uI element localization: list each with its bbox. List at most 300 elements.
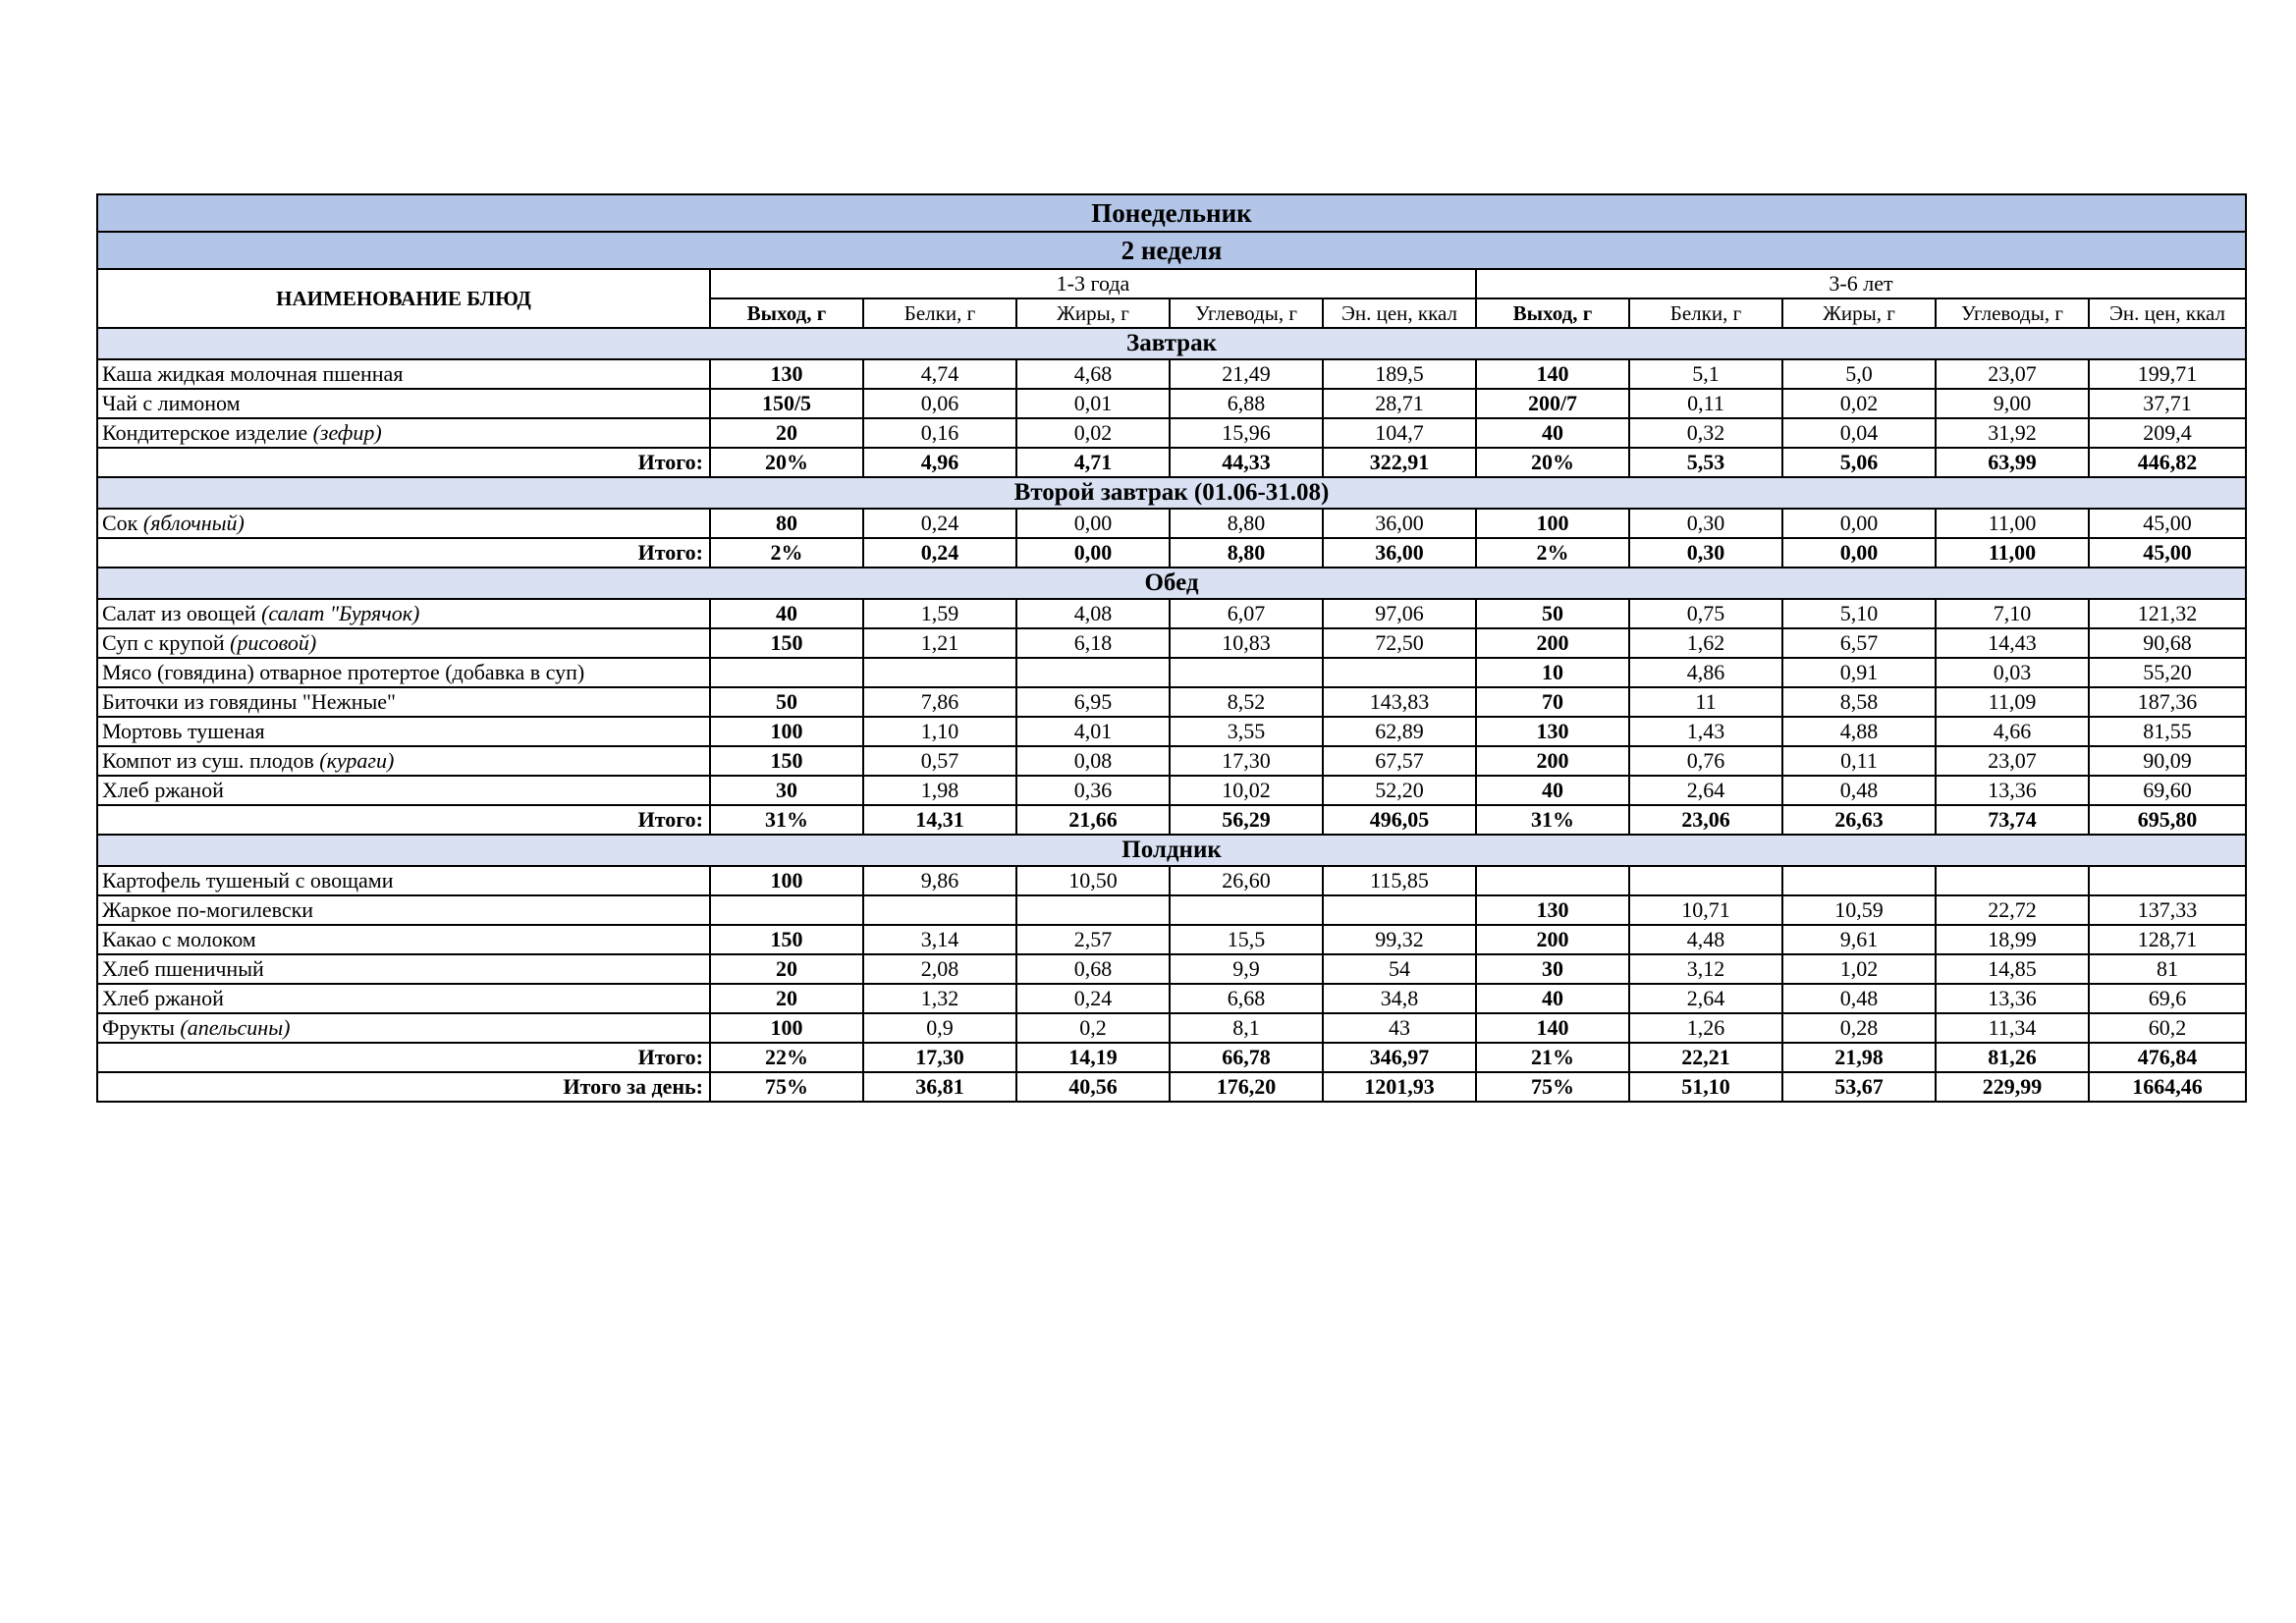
value-cell: 229,99 (1936, 1072, 2089, 1102)
value-cell: 0,68 (1016, 954, 1170, 984)
dish-name-cell (97, 658, 710, 687)
value-cell: 1,21 (863, 628, 1016, 658)
value-cell: 40 (1476, 418, 1629, 448)
value-cell: 137,33 (2089, 895, 2246, 925)
value-cell: 11 (1629, 687, 1782, 717)
value-cell: 150 (710, 628, 863, 658)
value-cell: 53,67 (1782, 1072, 1936, 1102)
value-cell: 140 (1476, 359, 1629, 389)
value-cell: 1201,93 (1323, 1072, 1476, 1102)
value-cell: 0,00 (1782, 538, 1936, 568)
value-cell (1170, 658, 1323, 687)
value-cell: 200 (1476, 925, 1629, 954)
value-cell: 0,2 (1016, 1013, 1170, 1043)
value-cell (2089, 866, 2246, 895)
value-cell: 10,02 (1170, 776, 1323, 805)
table-row (97, 746, 2246, 776)
value-cell: 0,06 (863, 389, 1016, 418)
day-title: Понедельник (97, 194, 2246, 232)
value-cell: 0,24 (863, 509, 1016, 538)
value-cell: 130 (1476, 717, 1629, 746)
value-cell: 11,00 (1936, 509, 2089, 538)
value-cell: 0,02 (1782, 389, 1936, 418)
table-row (97, 509, 2246, 538)
value-cell: 1,59 (863, 599, 1016, 628)
value-cell: 4,68 (1016, 359, 1170, 389)
col-energy-header: Эн. цен, ккал (1323, 298, 1476, 328)
value-cell: 31% (1476, 805, 1629, 835)
dish-name: Хлеб ржаной (102, 778, 224, 802)
table-row (97, 628, 2246, 658)
value-cell: 100 (710, 717, 863, 746)
value-cell: 30 (710, 776, 863, 805)
dish-name-cell (97, 389, 710, 418)
value-cell (863, 658, 1016, 687)
value-cell: 0,24 (1016, 984, 1170, 1013)
total-label: Итого: (97, 1043, 710, 1072)
value-cell: 130 (710, 359, 863, 389)
dish-name-cell (97, 746, 710, 776)
value-cell: 0,76 (1629, 746, 1782, 776)
value-cell: 9,86 (863, 866, 1016, 895)
value-cell: 5,06 (1782, 448, 1936, 477)
table-row (97, 599, 2246, 628)
value-cell: 50 (710, 687, 863, 717)
table-row (97, 984, 2246, 1013)
value-cell: 63,99 (1936, 448, 2089, 477)
value-cell: 0,03 (1936, 658, 2089, 687)
section-title: Полдник (97, 835, 2246, 866)
table-row (97, 418, 2246, 448)
table-row (97, 866, 2246, 895)
value-cell: 0,24 (863, 538, 1016, 568)
value-cell: 31% (710, 805, 863, 835)
table-row (97, 776, 2246, 805)
section-header-row (97, 835, 2246, 866)
value-cell: 2,08 (863, 954, 1016, 984)
value-cell: 10,50 (1016, 866, 1170, 895)
title-row (97, 194, 2246, 232)
value-cell: 81 (2089, 954, 2246, 984)
value-cell: 346,97 (1323, 1043, 1476, 1072)
value-cell: 14,85 (1936, 954, 2089, 984)
dish-name: Компот из суш. плодов (102, 748, 320, 773)
value-cell: 150/5 (710, 389, 863, 418)
value-cell: 21,98 (1782, 1043, 1936, 1072)
table-row (97, 1013, 2246, 1043)
value-cell: 1,62 (1629, 628, 1782, 658)
value-cell: 5,10 (1782, 599, 1936, 628)
value-cell: 15,96 (1170, 418, 1323, 448)
value-cell: 97,06 (1323, 599, 1476, 628)
dish-name-cell (97, 866, 710, 895)
menu-table (96, 193, 2247, 1103)
col-carbs-header: Углеводы, г (1170, 298, 1323, 328)
table-row (97, 389, 2246, 418)
value-cell: 10,83 (1170, 628, 1323, 658)
value-cell (1016, 895, 1170, 925)
value-cell: 200 (1476, 746, 1629, 776)
value-cell: 10,59 (1782, 895, 1936, 925)
value-cell: 40,56 (1016, 1072, 1170, 1102)
value-cell: 5,1 (1629, 359, 1782, 389)
dish-name: Хлеб ржаной (102, 986, 224, 1010)
value-cell: 200/7 (1476, 389, 1629, 418)
value-cell: 143,83 (1323, 687, 1476, 717)
value-cell: 0,36 (1016, 776, 1170, 805)
value-cell: 8,52 (1170, 687, 1323, 717)
value-cell: 0,16 (863, 418, 1016, 448)
value-cell: 0,30 (1629, 509, 1782, 538)
value-cell: 26,63 (1782, 805, 1936, 835)
value-cell: 26,60 (1170, 866, 1323, 895)
section-title: Обед (97, 568, 2246, 599)
value-cell: 3,14 (863, 925, 1016, 954)
value-cell: 3,12 (1629, 954, 1782, 984)
value-cell: 23,07 (1936, 746, 2089, 776)
value-cell: 52,20 (1323, 776, 1476, 805)
section-header-row (97, 328, 2246, 359)
value-cell: 56,29 (1170, 805, 1323, 835)
value-cell: 14,31 (863, 805, 1016, 835)
value-cell: 0,01 (1016, 389, 1170, 418)
value-cell: 0,28 (1782, 1013, 1936, 1043)
dish-name: Фрукты (102, 1015, 181, 1040)
table-row (97, 954, 2246, 984)
col-yield-header: Выход, г (710, 298, 863, 328)
value-cell: 22,72 (1936, 895, 2089, 925)
value-cell: 9,61 (1782, 925, 1936, 954)
dish-name: Каша жидкая молочная пшенная (102, 361, 404, 386)
dish-name: Сок (102, 511, 143, 535)
value-cell: 6,07 (1170, 599, 1323, 628)
value-cell (1782, 866, 1936, 895)
value-cell: 13,36 (1936, 776, 2089, 805)
dish-note: (зефир) (312, 420, 382, 445)
dish-name-cell (97, 895, 710, 925)
value-cell: 0,04 (1782, 418, 1936, 448)
value-cell: 81,26 (1936, 1043, 2089, 1072)
value-cell (1629, 866, 1782, 895)
value-cell: 189,5 (1323, 359, 1476, 389)
value-cell (863, 895, 1016, 925)
value-cell: 4,48 (1629, 925, 1782, 954)
value-cell: 100 (1476, 509, 1629, 538)
value-cell: 2,64 (1629, 984, 1782, 1013)
value-cell: 22,21 (1629, 1043, 1782, 1072)
day-total-row (97, 1072, 2246, 1102)
value-cell (1323, 895, 1476, 925)
value-cell: 80 (710, 509, 863, 538)
dish-name-cell (97, 1013, 710, 1043)
value-cell (1323, 658, 1476, 687)
table-row (97, 359, 2246, 389)
value-cell: 40 (1476, 776, 1629, 805)
value-cell: 3,55 (1170, 717, 1323, 746)
value-cell: 322,91 (1323, 448, 1476, 477)
dish-name-cell (97, 418, 710, 448)
value-cell: 4,86 (1629, 658, 1782, 687)
table-row (97, 895, 2246, 925)
dish-name: Биточки из говядины "Нежные" (102, 689, 396, 714)
value-cell: 30 (1476, 954, 1629, 984)
value-cell: 0,9 (863, 1013, 1016, 1043)
value-cell: 4,74 (863, 359, 1016, 389)
table-row (97, 658, 2246, 687)
value-cell: 81,55 (2089, 717, 2246, 746)
value-cell: 0,00 (1016, 538, 1170, 568)
col-yield-header: Выход, г (1476, 298, 1629, 328)
section-total-row (97, 538, 2246, 568)
value-cell: 43 (1323, 1013, 1476, 1043)
value-cell: 0,32 (1629, 418, 1782, 448)
value-cell: 6,68 (1170, 984, 1323, 1013)
value-cell: 15,5 (1170, 925, 1323, 954)
dish-name: Картофель тушеный с овощами (102, 868, 394, 893)
dish-name-cell (97, 687, 710, 717)
value-cell: 4,01 (1016, 717, 1170, 746)
total-label: Итого: (97, 448, 710, 477)
value-cell: 1,98 (863, 776, 1016, 805)
value-cell: 54 (1323, 954, 1476, 984)
section-total-row (97, 805, 2246, 835)
value-cell: 62,89 (1323, 717, 1476, 746)
value-cell: 75% (710, 1072, 863, 1102)
dish-name: Чай с лимоном (102, 391, 241, 415)
value-cell: 1,32 (863, 984, 1016, 1013)
value-cell: 0,57 (863, 746, 1016, 776)
value-cell: 10 (1476, 658, 1629, 687)
value-cell: 100 (710, 1013, 863, 1043)
value-cell (1936, 866, 2089, 895)
section-title: Завтрак (97, 328, 2246, 359)
value-cell: 2% (710, 538, 863, 568)
value-cell: 8,58 (1782, 687, 1936, 717)
value-cell: 0,48 (1782, 776, 1936, 805)
value-cell: 40 (1476, 984, 1629, 1013)
total-label: Итого: (97, 538, 710, 568)
value-cell (1476, 866, 1629, 895)
value-cell: 0,75 (1629, 599, 1782, 628)
section-title: Второй завтрак (01.06-31.08) (97, 477, 2246, 509)
dish-note: (рисовой) (230, 630, 317, 655)
value-cell: 130 (1476, 895, 1629, 925)
value-cell: 44,33 (1170, 448, 1323, 477)
value-cell: 18,99 (1936, 925, 2089, 954)
value-cell: 6,88 (1170, 389, 1323, 418)
dish-name-cell (97, 359, 710, 389)
section-total-row (97, 448, 2246, 477)
value-cell: 60,2 (2089, 1013, 2246, 1043)
value-cell: 36,00 (1323, 538, 1476, 568)
value-cell: 4,88 (1782, 717, 1936, 746)
value-cell: 115,85 (1323, 866, 1476, 895)
value-cell: 11,09 (1936, 687, 2089, 717)
value-cell: 446,82 (2089, 448, 2246, 477)
value-cell: 4,66 (1936, 717, 2089, 746)
value-cell: 1,10 (863, 717, 1016, 746)
value-cell: 0,11 (1629, 389, 1782, 418)
value-cell: 67,57 (1323, 746, 1476, 776)
value-cell: 90,68 (2089, 628, 2246, 658)
value-cell: 8,1 (1170, 1013, 1323, 1043)
dish-note: (кураги) (319, 748, 395, 773)
value-cell: 2% (1476, 538, 1629, 568)
value-cell: 21% (1476, 1043, 1629, 1072)
value-cell: 6,95 (1016, 687, 1170, 717)
value-cell: 199,71 (2089, 359, 2246, 389)
dish-name: Салат из овощей (102, 601, 262, 625)
value-cell: 0,08 (1016, 746, 1170, 776)
value-cell: 70 (1476, 687, 1629, 717)
value-cell: 99,32 (1323, 925, 1476, 954)
value-cell: 1664,46 (2089, 1072, 2246, 1102)
value-cell: 11,00 (1936, 538, 2089, 568)
dish-name-cell (97, 509, 710, 538)
value-cell: 36,00 (1323, 509, 1476, 538)
value-cell: 209,4 (2089, 418, 2246, 448)
dish-name-cell (97, 776, 710, 805)
value-cell: 0,91 (1782, 658, 1936, 687)
section-header-row (97, 568, 2246, 599)
value-cell: 7,86 (863, 687, 1016, 717)
value-cell: 176,20 (1170, 1072, 1323, 1102)
value-cell: 1,02 (1782, 954, 1936, 984)
value-cell: 50 (1476, 599, 1629, 628)
value-cell: 0,02 (1016, 418, 1170, 448)
value-cell: 187,36 (2089, 687, 2246, 717)
section-total-row (97, 1043, 2246, 1072)
value-cell: 20 (710, 984, 863, 1013)
value-cell: 51,10 (1629, 1072, 1782, 1102)
value-cell: 1,43 (1629, 717, 1782, 746)
value-cell: 20 (710, 418, 863, 448)
value-cell: 150 (710, 925, 863, 954)
value-cell: 0,11 (1782, 746, 1936, 776)
value-cell: 37,71 (2089, 389, 2246, 418)
value-cell: 36,81 (863, 1072, 1016, 1102)
dish-name-cell (97, 925, 710, 954)
value-cell: 13,36 (1936, 984, 2089, 1013)
value-cell: 8,80 (1170, 538, 1323, 568)
value-cell: 14,19 (1016, 1043, 1170, 1072)
value-cell: 128,71 (2089, 925, 2246, 954)
value-cell: 11,34 (1936, 1013, 2089, 1043)
value-cell: 45,00 (2089, 509, 2246, 538)
value-cell: 5,0 (1782, 359, 1936, 389)
value-cell: 23,06 (1629, 805, 1782, 835)
value-cell: 476,84 (2089, 1043, 2246, 1072)
col-energy-header: Эн. цен, ккал (2089, 298, 2246, 328)
value-cell: 17,30 (1170, 746, 1323, 776)
value-cell: 4,96 (863, 448, 1016, 477)
day-total-label: Итого за день: (97, 1072, 710, 1102)
dish-name: Хлеб пшеничный (102, 956, 264, 981)
value-cell: 72,50 (1323, 628, 1476, 658)
value-cell: 6,18 (1016, 628, 1170, 658)
value-cell: 69,60 (2089, 776, 2246, 805)
value-cell: 8,80 (1170, 509, 1323, 538)
table-row (97, 717, 2246, 746)
value-cell: 20% (1476, 448, 1629, 477)
dish-note: (яблочный) (142, 511, 245, 535)
value-cell: 28,71 (1323, 389, 1476, 418)
dish-name: Кондитерское изделие (102, 420, 313, 445)
value-cell: 75% (1476, 1072, 1629, 1102)
header-row-groups (97, 269, 2246, 298)
value-cell: 45,00 (2089, 538, 2246, 568)
col-fat-header: Жиры, г (1016, 298, 1170, 328)
value-cell: 10,71 (1629, 895, 1782, 925)
value-cell: 7,10 (1936, 599, 2089, 628)
value-cell (710, 658, 863, 687)
week-row (97, 232, 2246, 269)
value-cell: 14,43 (1936, 628, 2089, 658)
value-cell (1016, 658, 1170, 687)
value-cell: 0,48 (1782, 984, 1936, 1013)
value-cell: 121,32 (2089, 599, 2246, 628)
value-cell: 200 (1476, 628, 1629, 658)
value-cell: 4,08 (1016, 599, 1170, 628)
value-cell: 150 (710, 746, 863, 776)
value-cell: 22% (710, 1043, 863, 1072)
dish-note: (салат "Бурячок) (261, 601, 420, 625)
value-cell: 0,00 (1782, 509, 1936, 538)
dish-name: Какао с молоком (102, 927, 256, 951)
value-cell: 20 (710, 954, 863, 984)
value-cell: 34,8 (1323, 984, 1476, 1013)
dish-name-cell (97, 984, 710, 1013)
value-cell: 9,00 (1936, 389, 2089, 418)
value-cell: 90,09 (2089, 746, 2246, 776)
value-cell: 140 (1476, 1013, 1629, 1043)
value-cell: 496,05 (1323, 805, 1476, 835)
value-cell: 9,9 (1170, 954, 1323, 984)
dish-name: Мортовь тушеная (102, 719, 265, 743)
value-cell (1170, 895, 1323, 925)
dish-name: Жаркое по-могилевски (102, 897, 314, 922)
value-cell: 1,26 (1629, 1013, 1782, 1043)
value-cell: 695,80 (2089, 805, 2246, 835)
dish-name-cell (97, 599, 710, 628)
value-cell: 0,30 (1629, 538, 1782, 568)
value-cell: 104,7 (1323, 418, 1476, 448)
section-header-row (97, 477, 2246, 509)
dish-note: (апельсины) (180, 1015, 291, 1040)
table-row (97, 925, 2246, 954)
dish-name: Мясо (говядина) отварное протертое (добавка в суп) (102, 660, 585, 684)
col-protein-header: Белки, г (863, 298, 1016, 328)
col-carbs-header: Углеводы, г (1936, 298, 2089, 328)
value-cell: 31,92 (1936, 418, 2089, 448)
value-cell: 100 (710, 866, 863, 895)
dish-name-header: НАИМЕНОВАНИЕ БЛЮД (97, 269, 710, 328)
value-cell: 6,57 (1782, 628, 1936, 658)
value-cell: 69,6 (2089, 984, 2246, 1013)
value-cell: 73,74 (1936, 805, 2089, 835)
value-cell (710, 895, 863, 925)
dish-name-cell (97, 954, 710, 984)
col-fat-header: Жиры, г (1782, 298, 1936, 328)
value-cell: 66,78 (1170, 1043, 1323, 1072)
value-cell: 55,20 (2089, 658, 2246, 687)
age-group-header-2: 3-6 лет (1476, 269, 2246, 298)
dish-name: Суп с крупой (102, 630, 231, 655)
table-row (97, 687, 2246, 717)
value-cell: 2,57 (1016, 925, 1170, 954)
dish-name-cell (97, 717, 710, 746)
value-cell: 23,07 (1936, 359, 2089, 389)
